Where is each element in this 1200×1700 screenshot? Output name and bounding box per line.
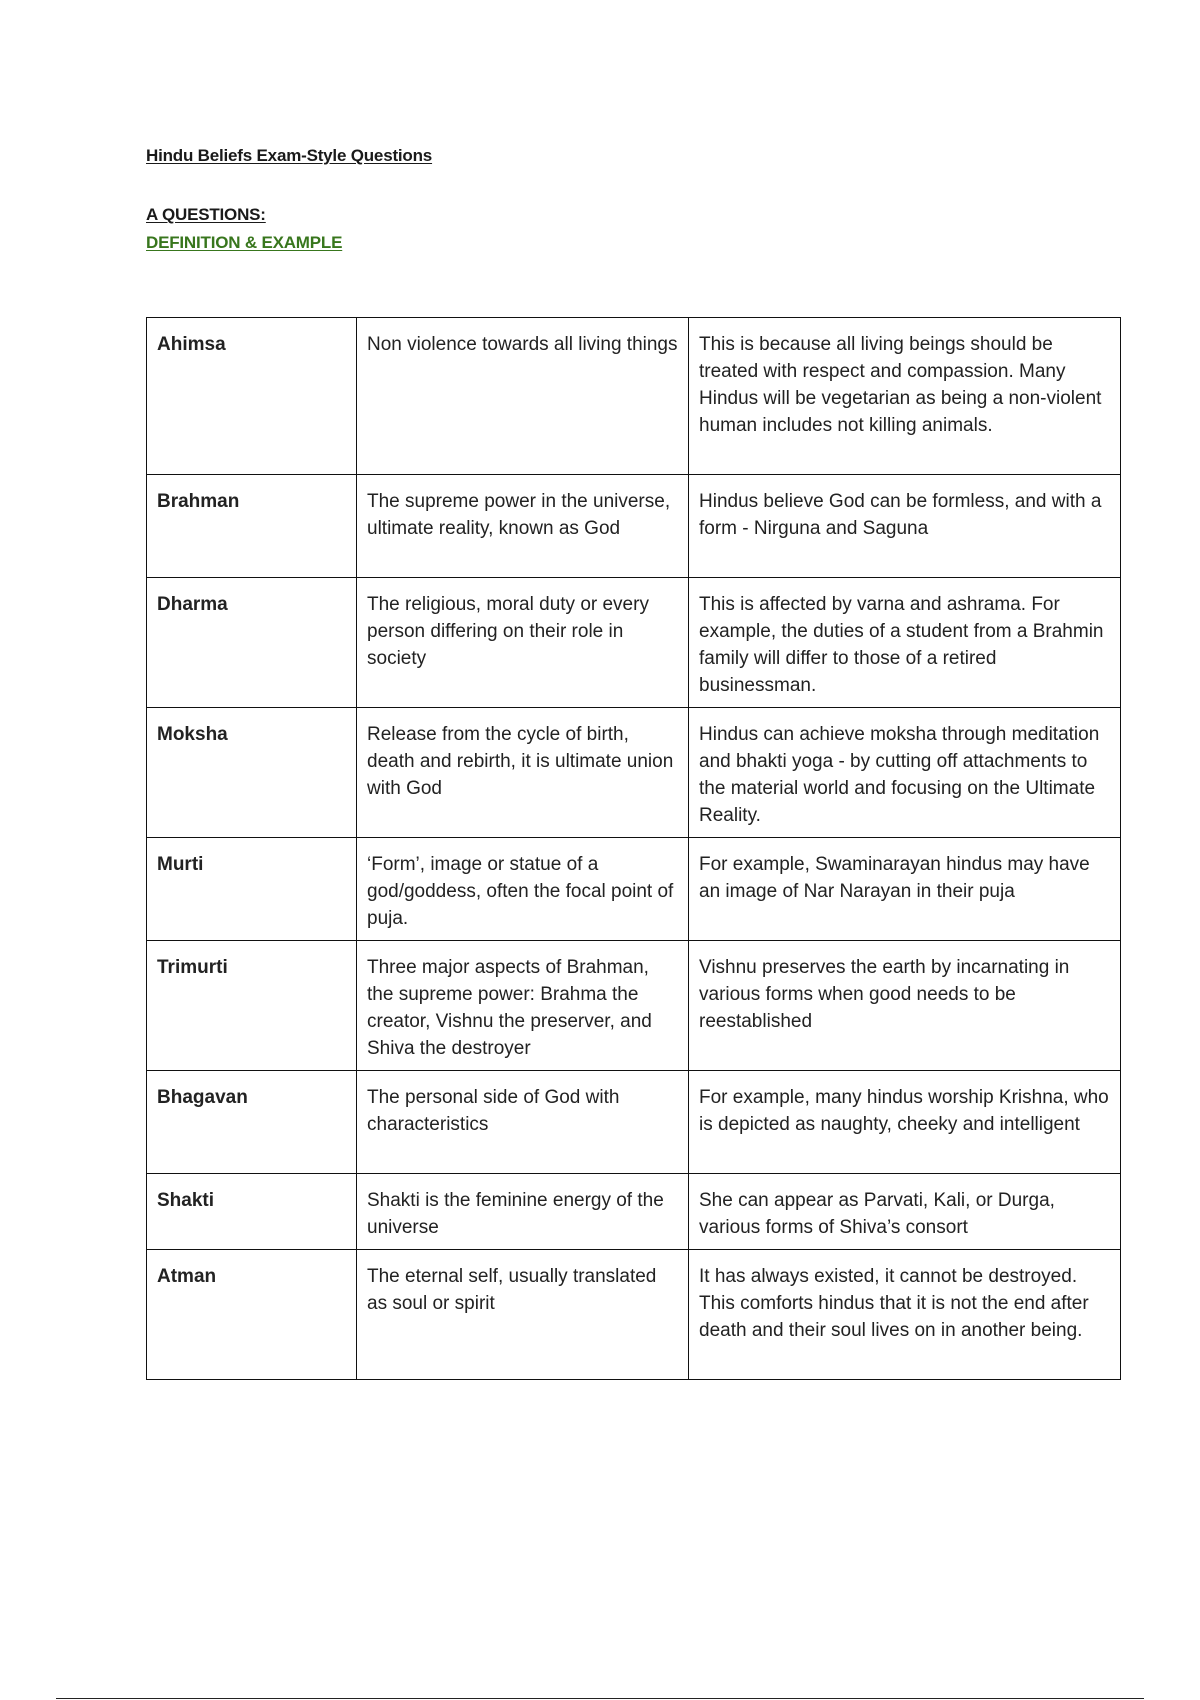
term-cell: Trimurti <box>147 941 357 1071</box>
table-row <box>147 318 1121 475</box>
term-cell: Ahimsa <box>147 318 357 475</box>
example-cell: Hindus can achieve moksha through meditation and bhakti yoga - by cutting off attachments to the material world and focusing on the Ultimate Reality. <box>689 708 1121 838</box>
example-cell: She can appear as Parvati, Kali, or Durga, various forms of Shiva’s consort <box>689 1174 1121 1250</box>
table-row <box>147 578 1121 708</box>
term-cell: Moksha <box>147 708 357 838</box>
term-cell: Shakti <box>147 1174 357 1250</box>
term-cell: Murti <box>147 838 357 941</box>
example-cell: For example, Swaminarayan hindus may have an image of Nar Narayan in their puja <box>689 838 1121 941</box>
definition-cell: The eternal self, usually translated as soul or spirit <box>357 1250 689 1380</box>
example-cell: This is affected by varna and ashrama. For example, the duties of a student from a Brahmin family will differ to those of a retired businessman. <box>689 578 1121 708</box>
table-row <box>147 1174 1121 1250</box>
table-row <box>147 838 1121 941</box>
table-row <box>147 1071 1121 1174</box>
section-subheading: DEFINITION & EXAMPLE <box>146 233 343 252</box>
term-cell: Bhagavan <box>147 1071 357 1174</box>
table-row <box>147 708 1121 838</box>
definition-cell: Non violence towards all living things <box>357 318 689 475</box>
example-cell: For example, many hindus worship Krishna, who is depicted as naughty, cheeky and intelligent <box>689 1071 1121 1174</box>
example-cell: It has always existed, it cannot be destroyed. This comforts hindus that it is not the end after death and their soul lives on in another being. <box>689 1250 1121 1380</box>
example-cell: Vishnu preserves the earth by incarnating in various forms when good needs to be reestablished <box>689 941 1121 1071</box>
term-cell: Dharma <box>147 578 357 708</box>
definition-cell: Three major aspects of Brahman, the supreme power: Brahma the creator, Vishnu the preserver, and Shiva the destroyer <box>357 941 689 1071</box>
table-row <box>147 941 1121 1071</box>
document-title: Hindu Beliefs Exam-Style Questions <box>146 146 433 165</box>
definition-cell: The personal side of God with characteristics <box>357 1071 689 1174</box>
definition-cell: The religious, moral duty or every person differing on their role in society <box>357 578 689 708</box>
table-row <box>147 1250 1121 1380</box>
term-cell: Brahman <box>147 475 357 578</box>
footer-divider <box>56 1698 1144 1699</box>
example-cell: This is because all living beings should be treated with respect and compassion. Many Hindus will be vegetarian as being a non-violent human includes not killing animals. <box>689 318 1121 475</box>
section-heading: A QUESTIONS: <box>146 205 266 224</box>
table-row <box>147 475 1121 578</box>
example-cell: Hindus believe God can be formless, and with a form - Nirguna and Saguna <box>689 475 1121 578</box>
term-cell: Atman <box>147 1250 357 1380</box>
terms-table <box>146 317 1121 1380</box>
definition-cell: ‘Form’, image or statue of a god/goddess, often the focal point of puja. <box>357 838 689 941</box>
definition-cell: Shakti is the feminine energy of the universe <box>357 1174 689 1250</box>
definition-cell: The supreme power in the universe, ultimate reality, known as God <box>357 475 689 578</box>
definition-cell: Release from the cycle of birth, death and rebirth, it is ultimate union with God <box>357 708 689 838</box>
